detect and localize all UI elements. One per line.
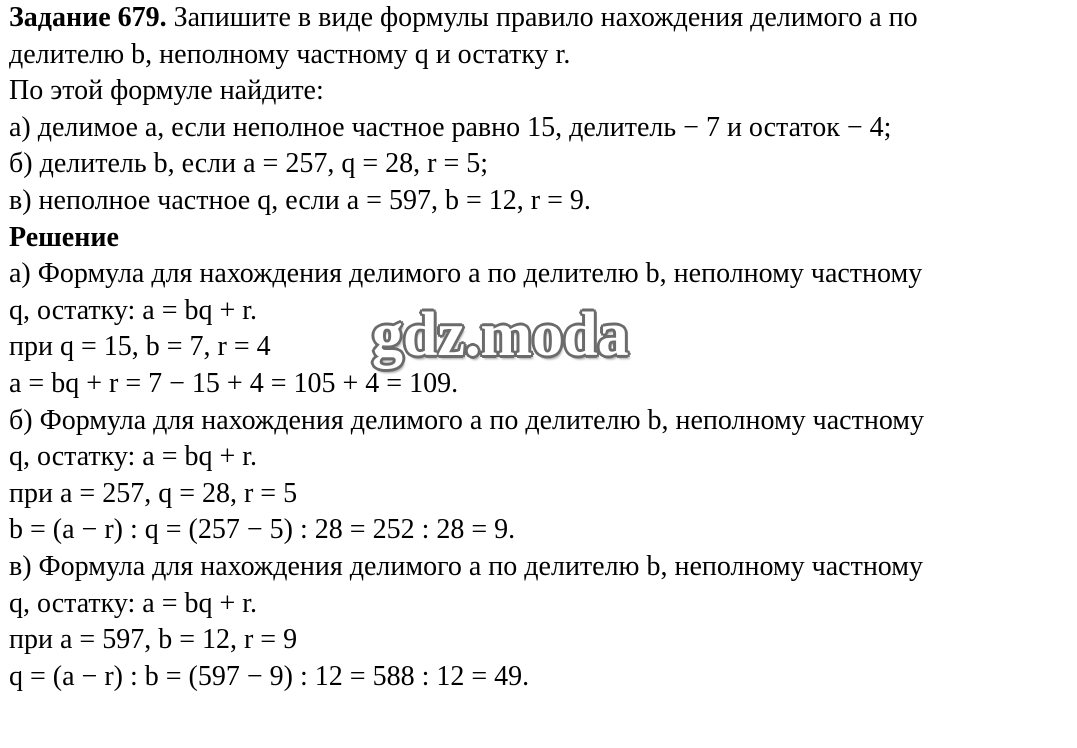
task-statement-text: Запишите в виде формулы правило нахождения делимого a по xyxy=(166,2,918,33)
task-prompt-line: По этой формуле найдите: xyxy=(9,75,324,107)
task-heading: Задание 679. xyxy=(9,2,167,33)
solution-a-formula-line-2: q, остатку: a = bq + r. xyxy=(9,294,258,326)
solution-b-formula-line-1: б) Формула для нахождения делимого a по делителю b, неполному частному xyxy=(9,404,925,436)
task-item-b: б) делитель b, если a = 257, q = 28, r = 5; xyxy=(9,148,489,180)
watermark-logo: gdz.moda xyxy=(372,301,629,369)
solution-a-given: при q = 15, b = 7, r = 4 xyxy=(9,331,271,363)
solution-b-formula-line-2: q, остатку: a = bq + r. xyxy=(9,441,258,473)
solution-a-result: a = bq + r = 7 − 15 + 4 = 105 + 4 = 109. xyxy=(9,367,459,399)
solution-c-formula-line-1: в) Формула для нахождения делимого a по делителю b, неполному частному xyxy=(9,550,923,582)
solution-b-given: при a = 257, q = 28, r = 5 xyxy=(9,477,298,509)
solution-c-result: q = (a − r) : b = (597 − 9) : 12 = 588 : 12 = 49. xyxy=(9,660,530,692)
task-statement-line-1 xyxy=(9,0,1073,37)
solution-b-result: b = (a − r) : q = (257 − 5) : 28 = 252 : 28 = 9. xyxy=(9,514,516,546)
solution-a-formula-line-1: а) Формула для нахождения делимого a по делителю b, неполному частному xyxy=(9,258,923,290)
solution-c-formula-line-2: q, остатку: a = bq + r. xyxy=(9,587,258,619)
task-item-c: в) неполное частное q, если a = 597, b = 12, r = 9. xyxy=(9,184,591,216)
task-statement-line-2: делителю b, неполному частному q и остатку r. xyxy=(9,38,571,70)
task-item-a: а) делимое a, если неполное частное равно 15, делитель − 7 и остаток − 4; xyxy=(9,111,892,143)
solution-heading: Решение xyxy=(9,221,119,253)
solution-c-given: при a = 597, b = 12, r = 9 xyxy=(9,624,298,656)
